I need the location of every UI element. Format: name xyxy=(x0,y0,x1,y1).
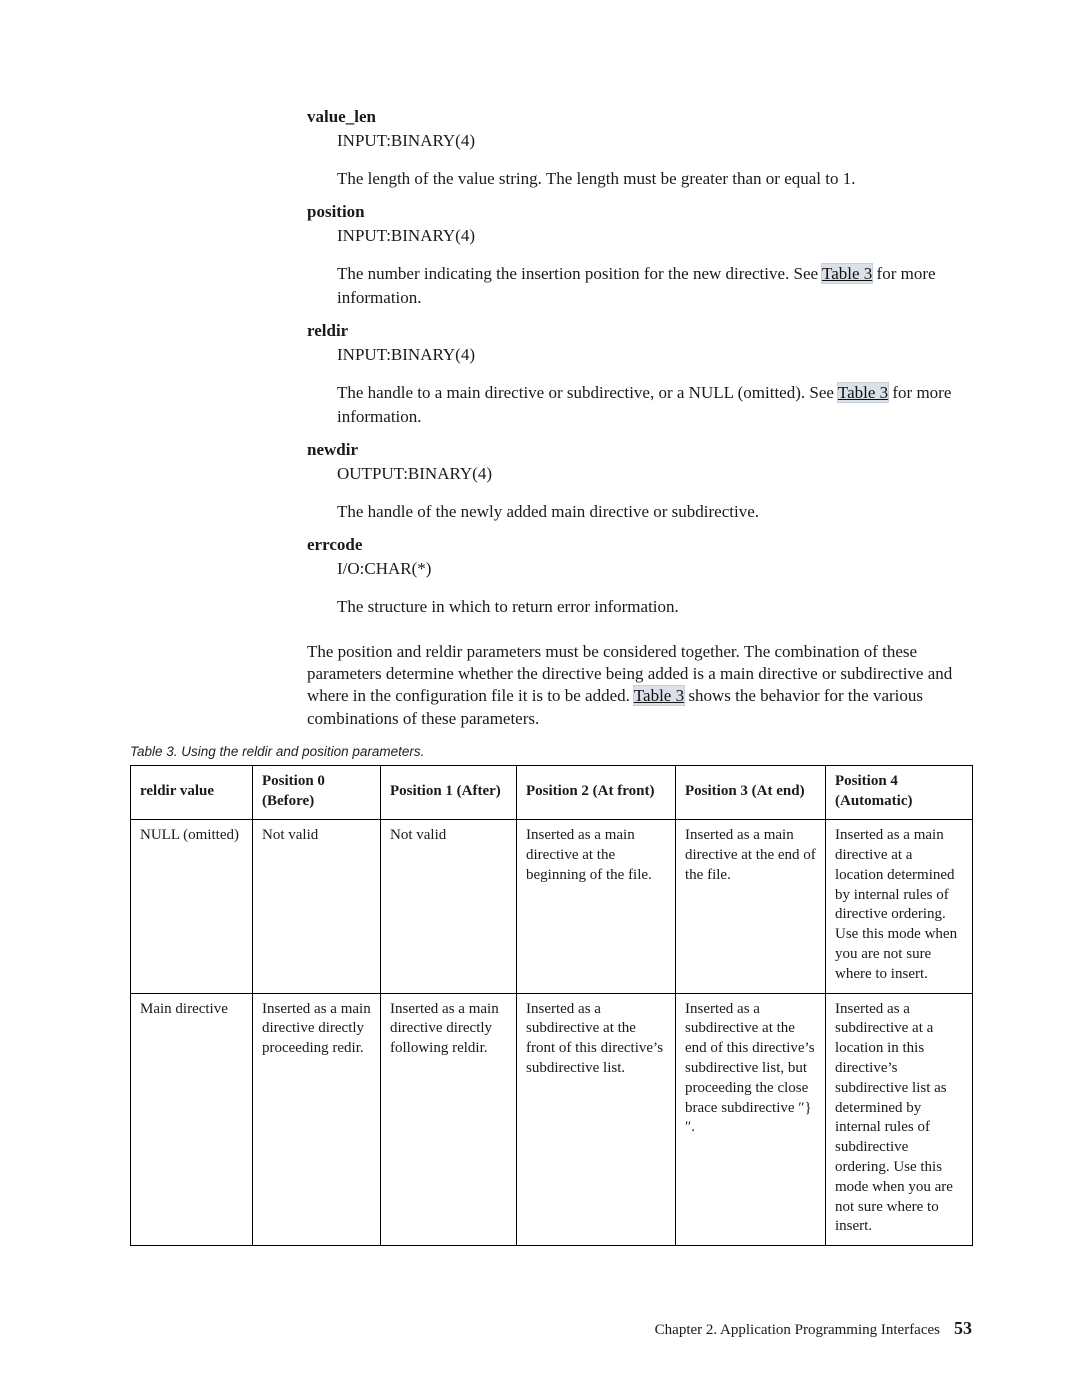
param-description xyxy=(337,167,972,191)
table-header: Position 4 (Automatic) xyxy=(826,766,973,820)
param-description-text: The structure in which to return error information. xyxy=(337,596,679,616)
page-footer xyxy=(655,1318,972,1339)
param-block-reldir xyxy=(307,320,972,429)
body-paragraph xyxy=(307,641,972,731)
param-type: OUTPUT:BINARY(4) xyxy=(337,463,492,483)
table-cell: Inserted as a main directive at the end of the file. xyxy=(676,820,826,993)
table-cell-reldir-value: NULL (omitted) xyxy=(131,820,253,993)
param-description-text: The handle of the newly added main directive or subdirective. xyxy=(337,501,760,521)
table-cell: Inserted as a subdirective at the end of this directive’s subdirective list, but proceeding the close brace subdirective ″}″. xyxy=(676,993,826,1246)
table-3-link[interactable]: Table 3 xyxy=(633,686,685,706)
table-cell: Inserted as a main directive directly following reldir. xyxy=(381,993,517,1246)
param-name: newdir xyxy=(307,439,358,459)
param-description-text: for more information. xyxy=(337,264,936,307)
table-cell: Inserted as a main directive at a location determined by internal rules of directive ordering. Use this mode when you are not sure where to insert. xyxy=(826,820,973,993)
table-cell: Not valid xyxy=(253,820,381,993)
param-name: value_len xyxy=(307,107,376,126)
param-type: I/O:CHAR(*) xyxy=(337,558,432,578)
param-description-text: for more information. xyxy=(337,382,952,426)
table-caption: Table 3. Using the reldir and position parameters. xyxy=(130,744,425,760)
param-description-text: The length of the value string. The length must be greater than or equal to 1. xyxy=(337,169,856,189)
table-row xyxy=(131,820,973,993)
footer-chapter-title: Chapter 2. Application Programming Interfaces xyxy=(654,1322,940,1338)
table-cell: Inserted as a main directive directly proceeding redir. xyxy=(253,993,381,1246)
table-cell-reldir-value: Main directive xyxy=(131,993,253,1246)
param-type: INPUT:BINARY(4) xyxy=(337,344,475,364)
param-description xyxy=(337,595,972,619)
footer-page-number: 53 xyxy=(954,1318,972,1338)
table-cell: Inserted as a main directive at the beginning of the file. xyxy=(517,820,676,993)
param-description-text: The handle to a main directive or subdirective, or a NULL (omitted). See xyxy=(337,382,838,402)
param-name: reldir xyxy=(307,320,349,340)
table-3-link[interactable]: Table 3 xyxy=(837,382,889,402)
param-block-position xyxy=(307,201,972,310)
param-block-value-len xyxy=(307,106,972,191)
body-paragraph-text: shows the behavior for the various combinations of these parameters. xyxy=(307,686,923,728)
reldir-position-table xyxy=(130,765,973,1246)
table-row xyxy=(131,993,973,1246)
param-name: position xyxy=(307,201,365,221)
table-3-link[interactable]: Table 3 xyxy=(822,264,873,284)
param-name: errcode xyxy=(307,534,363,554)
body-paragraph-text: The position and reldir parameters must be considered together. The combination of these parameters determine whether the directive being added is a main directive or subdirective and where in the configuration file it is to be added. xyxy=(307,641,953,706)
table-cell: Inserted as a subdirective at a location in this directive’s subdirective list as determined by internal rules of subdirective ordering. Use this mode when you are not sure where to insert. xyxy=(826,993,973,1246)
param-description xyxy=(337,262,972,310)
table-header: Position 2 (At front) xyxy=(517,766,676,820)
param-block-errcode xyxy=(307,534,972,619)
table-header: Position 1 (After) xyxy=(381,766,517,820)
param-type: INPUT:BINARY(4) xyxy=(337,131,475,151)
table-header: Position 0 (Before) xyxy=(253,766,381,820)
param-description xyxy=(337,500,972,524)
table-cell: Not valid xyxy=(381,820,517,993)
table-cell: Inserted as a subdirective at the front of this directive’s subdirective list. xyxy=(517,993,676,1246)
param-type: INPUT:BINARY(4) xyxy=(337,226,475,246)
param-description-text: The number indicating the insertion position for the new directive. See xyxy=(337,264,823,284)
table-header: reldir value xyxy=(131,766,253,820)
param-description xyxy=(337,381,972,429)
table-header-row xyxy=(131,766,973,820)
table-header: Position 3 (At end) xyxy=(676,766,826,820)
param-block-newdir xyxy=(307,439,972,524)
